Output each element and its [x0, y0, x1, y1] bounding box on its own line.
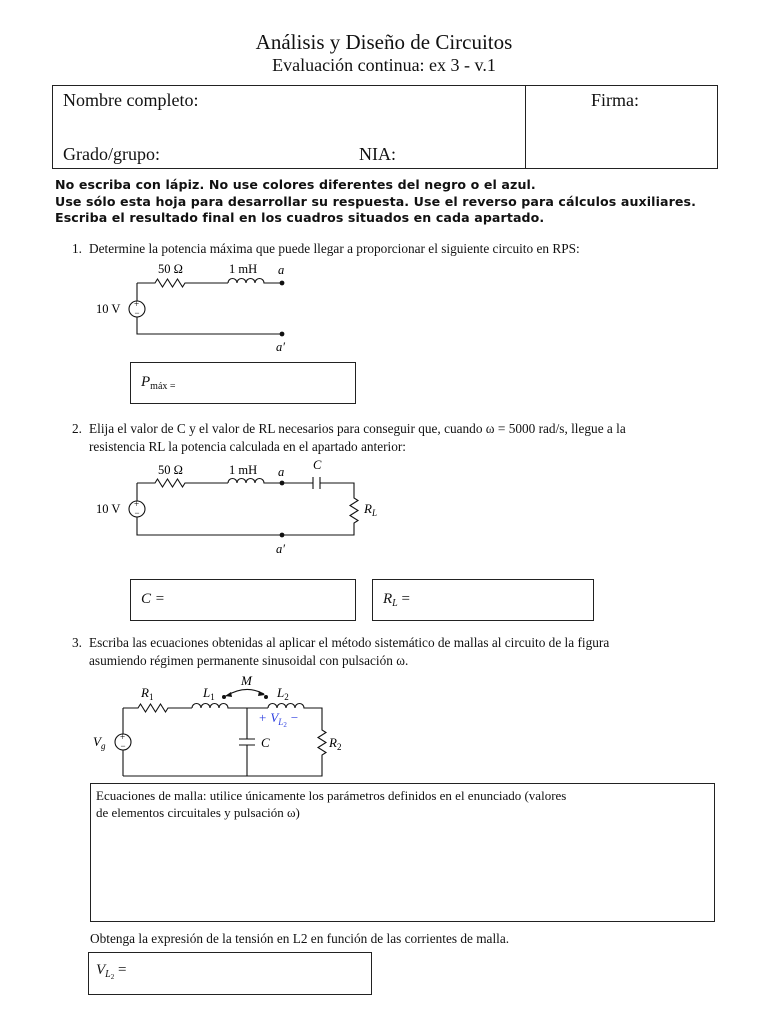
signature-field-label[interactable]: Firma:	[591, 90, 639, 110]
answer-label-vl2: $V_{L2}$ =	[96, 962, 127, 981]
source-minus-sign: −	[134, 308, 140, 318]
grade-field-label[interactable]: Grado/grupo:	[63, 144, 160, 164]
mesh-box-instructions	[96, 787, 706, 821]
circuit-diagram-q3	[0, 670, 768, 782]
answer-label-c: C =	[141, 591, 165, 607]
vg-label: $V_g$	[93, 734, 106, 751]
terminal-a-dot	[280, 481, 285, 486]
source-minus-sign: −	[134, 508, 140, 518]
l2-label: $L_2$	[277, 685, 289, 702]
mesh-box-line2: de elementos circuitales y pulsación ω)	[96, 805, 300, 820]
id-box-divider	[525, 86, 526, 168]
resistor-label: 50 Ω	[158, 463, 183, 477]
circuit-diagram-q1	[0, 255, 768, 355]
l2-dot	[264, 695, 268, 699]
instruction-line: No escriba con lápiz. No use colores diferentes del negro o el azul.	[55, 177, 536, 192]
vl2-prompt: Obtenga la expresión de la tensión en L2 en función de las corrientes de malla.	[90, 931, 510, 946]
instruction-line: Use sólo esta hoja para desarrollar su respuesta. Use el reverso para cálculos auxiliares.	[55, 194, 697, 209]
question-text-line1: Elija el valor de C y el valor de RL necesarios para conseguir que, cuando ω = 5000 rad/s, llegue a la	[89, 421, 626, 436]
question-number: 1.	[72, 241, 82, 256]
question-number: 2.	[72, 421, 82, 436]
source-plus-sign: +	[134, 299, 140, 309]
question-text-line2: asumiendo régimen permanente sinusoidal con pulsación ω.	[89, 653, 409, 668]
question-text: Determine la potencia máxima que puede llegar a proporcionar el siguiente circuito en RPS:	[89, 241, 580, 256]
source-minus-sign: −	[120, 741, 126, 751]
terminal-a-prime-dot	[280, 332, 285, 337]
answer-box-c[interactable]	[130, 579, 356, 621]
question-text-line1: Escriba las ecuaciones obtenidas al aplicar el método sistemático de mallas al circuito de la figura	[89, 635, 610, 650]
terminal-a-prime-label: a′	[276, 340, 285, 354]
inductor-label: 1 mH	[229, 463, 258, 477]
question-number: 3.	[72, 635, 82, 650]
answer-box-mesh-equations[interactable]	[90, 783, 715, 922]
source-plus-sign: +	[120, 732, 126, 742]
l1-dot	[222, 695, 226, 699]
answer-box-pmax[interactable]	[130, 362, 356, 404]
mutual-inductance-label: M	[241, 673, 252, 688]
nia-field-label[interactable]: NIA:	[359, 144, 396, 164]
terminal-a-label: a	[278, 263, 285, 277]
capacitor-label: C	[261, 735, 270, 750]
resistor-label: 50 Ω	[158, 262, 183, 276]
r2-label: $R_2$	[329, 735, 342, 752]
terminal-a-label: a	[278, 465, 285, 479]
capacitor-label: C	[313, 458, 322, 472]
page-subtitle: Evaluación continua: ex 3 - v.1	[272, 55, 496, 75]
student-id-box	[52, 85, 718, 169]
page-title: Análisis y Diseño de Circuitos	[255, 30, 513, 54]
instruction-line: Escriba el resultado final en los cuadros situados en cada apartado.	[55, 210, 545, 225]
inductor-label: 1 mH	[229, 262, 258, 276]
r1-label: $R_1$	[141, 685, 154, 702]
l1-label: $L_1$	[203, 685, 215, 702]
mesh-box-line1: Ecuaciones de malla: utilice únicamente los parámetros definidos en el enunciado (valores	[96, 788, 567, 803]
terminal-a-prime-label: a′	[276, 542, 285, 556]
source-label: 10 V	[96, 302, 121, 316]
name-field-label[interactable]: Nombre completo:	[63, 90, 199, 110]
mutual-arrow-left	[225, 692, 232, 697]
circuit-diagram-q2	[0, 455, 768, 560]
vl2-polarity-label: + $V_L2$ −	[259, 710, 299, 729]
load-resistor-label: $R_L$	[364, 501, 377, 518]
question-text-line2: resistencia RL la potencia calculada en el apartado anterior:	[89, 439, 406, 454]
answer-label-pmax: $P_{máx =}$	[141, 374, 176, 392]
answer-label-rl: $R_L$ =	[383, 591, 410, 609]
answer-box-vl2[interactable]	[88, 952, 372, 995]
answer-box-rl[interactable]	[372, 579, 594, 621]
terminal-a-prime-dot	[280, 533, 285, 538]
source-plus-sign: +	[134, 499, 140, 509]
source-label: 10 V	[96, 502, 121, 516]
terminal-a-dot	[280, 281, 285, 286]
